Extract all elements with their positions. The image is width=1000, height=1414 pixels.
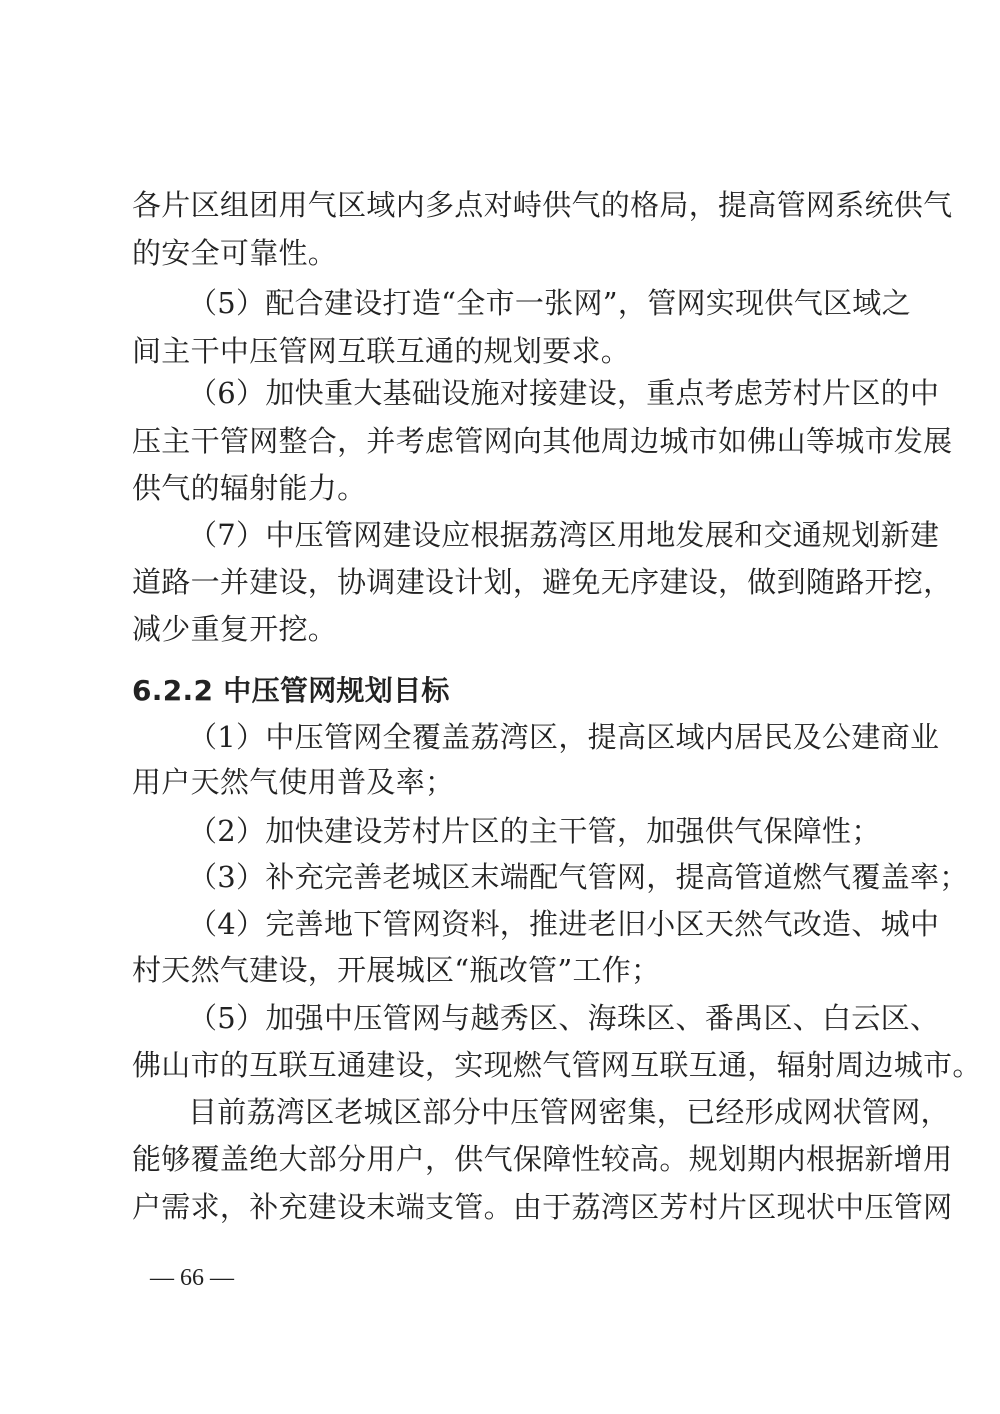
paragraph-line: 间主干中压管网互联互通的规划要求。: [132, 334, 631, 368]
paragraph-line: 道路一并建设，协调建设计划，避免无序建设，做到随路开挖，: [132, 565, 953, 599]
paragraph-line: （7）中压管网建设应根据荔湾区用地发展和交通规划新建: [188, 518, 940, 552]
goal-line: （3）补充完善老城区末端配气管网，提高管道燃气覆盖率；: [188, 860, 969, 894]
paragraph-line: 能够覆盖绝大部分用户，供气保障性较高。规划期内根据新增用: [132, 1142, 953, 1176]
paragraph-line: （5）配合建设打造“全市一张网”，管网实现供气区域之: [188, 286, 911, 320]
section-heading: [132, 674, 868, 708]
goal-line: 用户天然气使用普及率；: [132, 765, 455, 799]
paragraph-line: 压主干管网整合，并考虑管网向其他周边城市如佛山等城市发展: [132, 424, 953, 458]
paragraph-line: 供气的辐射能力。: [132, 471, 367, 505]
paragraph-line: 减少重复开挖。: [132, 612, 338, 646]
goal-line: （1）中压管网全覆盖荔湾区，提高区域内居民及公建商业: [188, 720, 940, 754]
paragraph-line: 的安全可靠性。: [132, 236, 338, 270]
goal-line: （4）完善地下管网资料，推进老旧小区天然气改造、城中: [188, 907, 940, 941]
goal-line: （2）加快建设芳村片区的主干管，加强供气保障性；: [188, 814, 881, 848]
section-title: 中压管网规划目标: [223, 674, 450, 707]
goal-line: 村天然气建设，开展城区“瓶改管”工作；: [132, 953, 661, 987]
paragraph-line: 户需求，补充建设末端支管。由于荔湾区芳村片区现状中压管网: [132, 1190, 953, 1224]
paragraph-line: （6）加快重大基础设施对接建设，重点考虑芳村片区的中: [188, 376, 940, 410]
goal-line: （5）加强中压管网与越秀区、海珠区、番禺区、白云区、: [188, 1001, 940, 1035]
paragraph-line: 各片区组团用气区域内多点对峙供气的格局，提高管网系统供气: [132, 188, 953, 222]
page-number: — 66 —: [150, 1265, 234, 1291]
paragraph-line: 目前荔湾区老城区部分中压管网密集，已经形成网状管网，: [188, 1095, 950, 1129]
goal-line: 佛山市的互联互通建设，实现燃气管网互联互通，辐射周边城市。: [132, 1048, 982, 1082]
section-number: 6.2.2: [132, 674, 214, 707]
